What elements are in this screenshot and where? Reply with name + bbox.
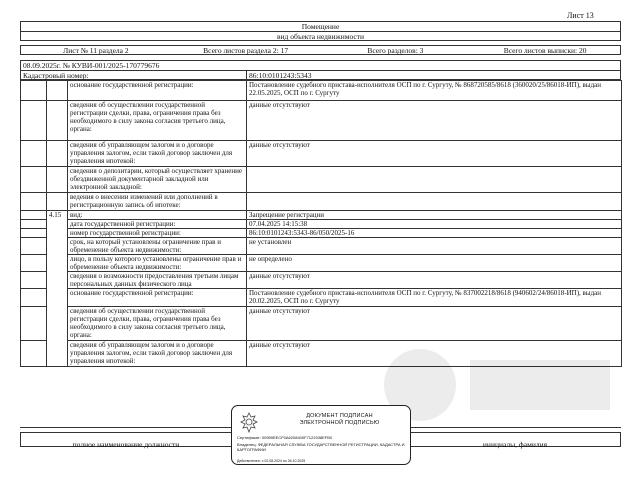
row-label: дата государственной регистрации: <box>68 220 247 229</box>
table-row <box>21 289 622 307</box>
electronic-signature-stamp <box>231 405 411 465</box>
row-value: не определено <box>247 255 622 272</box>
table-row <box>21 211 622 220</box>
cadastral-value: 86:10:0101243:5343 <box>249 71 312 80</box>
stamp-owner: Владелец: ФЕДЕРАЛЬНАЯ СЛУЖБА ГОСУДАРСТВЕННОЙ РЕГИСТРАЦИИ, КАДАСТРА И КАРТОГРАФИИ <box>237 442 405 452</box>
stamp-validity: Действителен: с 02.08.2024 по 26.10.2025 <box>237 459 306 463</box>
stamp-subtitle: ЭЛЕКТРОННОЙ ПОДПИСЬЮ <box>299 420 380 426</box>
total-sections: Всего разделов: 3 <box>367 46 424 55</box>
row-label: сведения о депозитарии, который осуществляет хранение обездвиженной документарной закладной или электронной закладной: <box>68 167 247 193</box>
row-value: данные отсутствуют <box>247 341 622 367</box>
position-caption: полное наименование должности <box>72 440 180 449</box>
registry-table <box>20 80 622 367</box>
table-row <box>21 220 622 229</box>
table-row <box>21 141 622 167</box>
row-label: лицо, в пользу которого установлены ограничение прав и обременение объекта недвижимости: <box>68 255 247 272</box>
section-sheet-number: Лист № 11 раздела 2 <box>63 46 129 55</box>
row-value <box>247 167 622 193</box>
cadastral-row <box>20 70 621 80</box>
row-value: Запрещение регистрации <box>247 211 622 220</box>
row-value <box>247 193 622 211</box>
row-label: основание государственной регистрации: <box>68 289 247 307</box>
row-value: данные отсутствуют <box>247 101 622 141</box>
row-value: данные отсутствуют <box>247 272 622 289</box>
sheet-label: Лист 13 <box>567 11 594 20</box>
row-label: сведения об осуществлении государственной регистрации сделки, права, ограничения права без необходимого в силу закона согласия третьего лица, органа: <box>68 307 247 341</box>
table-row <box>21 229 622 238</box>
table-row <box>21 255 622 272</box>
stamp-title: ДОКУМЕНТ ПОДПИСАН <box>306 413 373 419</box>
row-label: номер государственной регистрации: <box>68 229 247 238</box>
row-label: срок, на который установлены ограничение прав и обременение объекта недвижимости: <box>68 238 247 255</box>
table-row <box>21 193 622 211</box>
row-value: Постановление судебного пристава-исполнителя ОСП по г. Сургуту, № 868720585/8618 (360020/25/86018-ИП), выдан 22.05.2025, ОСП по г. Сургуту <box>247 81 622 101</box>
watermark-logo <box>380 330 620 440</box>
row-label: сведения о возможности предоставления третьим лицам персональных данных физического лица <box>68 272 247 289</box>
row-value: данные отсутствуют <box>247 141 622 167</box>
object-title: Помещение <box>20 21 621 31</box>
row-value: Постановление судебного пристава-исполнителя ОСП по г. Сургуту, № 837002218/8618 (940602/24/86018-ИП), выдан 20.02.2025, ОСП по г. Сургуту <box>247 289 622 307</box>
table-row <box>21 272 622 289</box>
sheet-counts-row <box>20 45 621 55</box>
section-total-sheets: Всего листов раздела 2: 17 <box>203 46 289 55</box>
entry-number: 4.15 <box>47 211 68 367</box>
table-row <box>21 101 622 141</box>
row-label: основание государственной регистрации: <box>68 81 247 101</box>
row-label: ведения о внесении изменений или дополнений в регистрационную запись об ипотеке: <box>68 193 247 211</box>
row-value: 07.04.2025 14:15:38 <box>247 220 622 229</box>
stamp-certificate: Сертификат: 00959EECF0A6208400F7122938EFB0 <box>237 436 333 440</box>
row-value: данные отсутствуют <box>247 307 622 341</box>
row-value: не установлен <box>247 238 622 255</box>
row-value: 86:10:0101243:5343-86/050/2025-16 <box>247 229 622 238</box>
row-label: сведения об управляющем залогом и о договоре управления залогом, если такой договор заключен для управления ипотекой: <box>68 141 247 167</box>
row-label: вид: <box>68 211 247 220</box>
object-kind: вид объекта недвижимости <box>20 31 621 41</box>
table-row <box>21 238 622 255</box>
extract-reference: 08.09.2025г. № КУВИ-001/2025-170779676 <box>20 60 621 70</box>
total-extract-sheets: Всего листов выписки: 20 <box>503 46 587 55</box>
row-label: сведения об осуществлении государственной регистрации сделки, права, ограничения права без необходимого в силу закона согласия третьего лица, органа: <box>68 101 247 141</box>
name-caption: инициалы, фамилия <box>482 440 548 449</box>
cadastral-label: Кадастровый номер: <box>21 71 247 79</box>
row-label: сведения об управляющем залогом и о договоре управления залогом, если такой договор заключен для управления ипотекой: <box>68 341 247 367</box>
table-row <box>21 81 622 101</box>
table-row <box>21 167 622 193</box>
emblem-icon <box>237 411 261 435</box>
